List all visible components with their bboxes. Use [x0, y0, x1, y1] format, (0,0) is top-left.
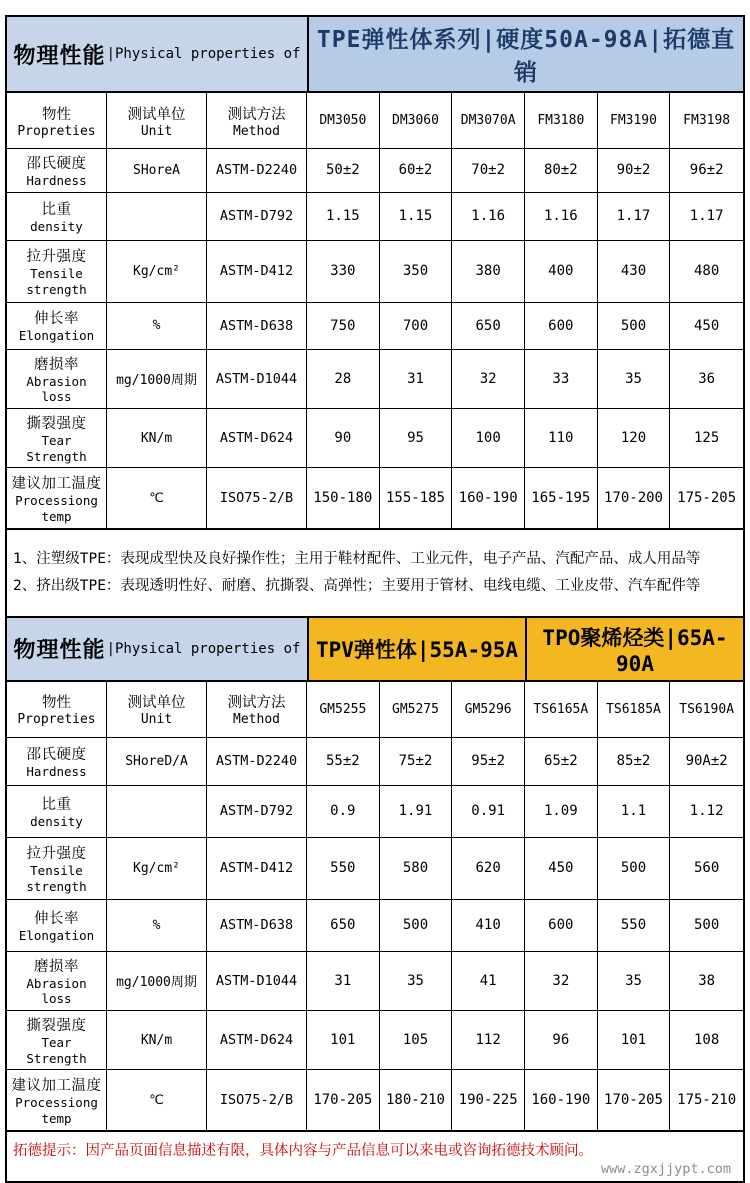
table2-body — [7, 738, 743, 1133]
note-line-1: 1、注塑级TPE：表现成型快及良好操作性；主用于鞋材配件、工业元件，电子产品、汽配产品、成人用品等 — [13, 551, 701, 568]
table-row — [7, 900, 743, 952]
property-cell — [7, 303, 107, 350]
value-cell: 90 — [307, 409, 380, 468]
property-cell — [7, 838, 107, 900]
property-cell — [7, 193, 107, 241]
value-cell: 155-185 — [380, 468, 453, 530]
value-cell: 330 — [307, 241, 380, 303]
table1-title-en: |Physical properties of — [106, 46, 301, 62]
table-row — [7, 1011, 743, 1070]
unit-cell: SHoreA — [107, 149, 207, 193]
footer-tip: 拓德提示：因产品页面信息描述有限，具体内容与产品信息可以来电或咨询拓德技术顾问。 — [13, 1143, 593, 1160]
value-cell: 50±2 — [307, 149, 380, 193]
property-name-zh: 建议加工温度 — [11, 476, 102, 492]
value-cell: 35 — [598, 952, 671, 1011]
product-code: TS6165A — [525, 682, 598, 738]
value-cell: 36 — [670, 350, 743, 409]
property-name-en: Abrasion loss — [26, 975, 87, 1007]
value-cell: 28 — [307, 350, 380, 409]
value-cell: 1.15 — [380, 193, 453, 241]
note-line-2: 2、挤出级TPE：表现透明性好、耐磨、抗撕裂、高弹性；主要用于管材、电线电缆、工业皮带、汽车配件等 — [13, 577, 701, 594]
value-cell: 180-210 — [380, 1070, 453, 1132]
property-cell — [7, 1011, 107, 1070]
value-cell: 65±2 — [525, 738, 598, 786]
property-cell — [7, 241, 107, 303]
value-cell: 41 — [452, 952, 525, 1011]
value-cell: 1.12 — [670, 786, 743, 838]
property-cell — [7, 468, 107, 530]
product-code: FM3180 — [525, 93, 598, 149]
method-cell: ASTM-D624 — [207, 409, 307, 468]
col-header-method — [207, 93, 307, 149]
value-cell: 101 — [307, 1011, 380, 1070]
property-name-en: Tear Strength — [26, 432, 87, 464]
value-cell: 101 — [598, 1011, 671, 1070]
table-row — [7, 193, 743, 241]
value-cell: 650 — [452, 303, 525, 350]
value-cell: 0.91 — [452, 786, 525, 838]
table-row — [7, 786, 743, 838]
value-cell: 190-225 — [452, 1070, 525, 1132]
col-header-property-zh: 物性 — [42, 695, 71, 712]
value-cell: 32 — [525, 952, 598, 1011]
table-row — [7, 149, 743, 193]
value-cell: 31 — [307, 952, 380, 1011]
value-cell: 90A±2 — [670, 738, 743, 786]
unit-cell — [107, 786, 207, 838]
value-cell: 500 — [670, 900, 743, 952]
property-cell — [7, 149, 107, 193]
table-row — [7, 303, 743, 350]
value-cell: 580 — [380, 838, 453, 900]
value-cell: 500 — [598, 838, 671, 900]
col-header-property — [7, 682, 107, 738]
table2-tpv-banner: TPV弹性体|55A-95A — [307, 618, 525, 680]
property-name-zh: 磨损率 — [34, 958, 79, 975]
value-cell: 160-190 — [452, 468, 525, 530]
method-cell: ASTM-D2240 — [207, 149, 307, 193]
value-cell: 400 — [525, 241, 598, 303]
property-name-zh: 磨损率 — [34, 356, 79, 373]
property-name-zh: 伸长率 — [34, 910, 79, 927]
table-row — [7, 468, 743, 530]
method-cell: ASTM-D624 — [207, 1011, 307, 1070]
unit-cell: ℃ — [107, 1070, 207, 1132]
value-cell: 100 — [452, 409, 525, 468]
property-name-en: density — [30, 813, 83, 829]
value-cell: 1.91 — [380, 786, 453, 838]
value-cell: 1.15 — [307, 193, 380, 241]
col-header-method-zh: 测试方法 — [227, 106, 286, 123]
value-cell: 33 — [525, 350, 598, 409]
property-cell — [7, 952, 107, 1011]
table2-column-header-row — [7, 682, 743, 738]
value-cell: 125 — [670, 409, 743, 468]
property-name-en: Hardness — [26, 763, 87, 779]
value-cell: 350 — [380, 241, 453, 303]
value-cell: 75±2 — [380, 738, 453, 786]
property-cell — [7, 1070, 107, 1132]
value-cell: 96±2 — [670, 149, 743, 193]
table1-main-header — [7, 17, 743, 93]
product-code: TS6185A — [598, 682, 671, 738]
property-cell — [7, 409, 107, 468]
col-header-property-en: Propreties — [17, 712, 96, 728]
footer — [7, 1132, 743, 1181]
product-code: FM3198 — [670, 93, 743, 149]
table-row — [7, 350, 743, 409]
method-cell: ASTM-D1044 — [207, 350, 307, 409]
property-name-en: density — [30, 218, 83, 234]
col-header-unit-zh: 测试单位 — [127, 106, 186, 123]
value-cell: 55±2 — [307, 738, 380, 786]
method-cell: ISO75-2/B — [207, 1070, 307, 1132]
col-header-method — [207, 682, 307, 738]
value-cell: 31 — [380, 350, 453, 409]
table2-main-header — [7, 618, 743, 682]
product-code: DM3050 — [307, 93, 380, 149]
method-cell: ASTM-D638 — [207, 303, 307, 350]
product-code: GM5296 — [452, 682, 525, 738]
col-header-unit — [107, 682, 207, 738]
value-cell: 90±2 — [598, 149, 671, 193]
value-cell: 1.1 — [598, 786, 671, 838]
value-cell: 600 — [525, 303, 598, 350]
col-header-method-zh: 测试方法 — [227, 695, 286, 712]
value-cell: 550 — [598, 900, 671, 952]
value-cell: 700 — [380, 303, 453, 350]
unit-cell: SHoreD/A — [107, 738, 207, 786]
spec-sheet — [5, 15, 745, 1183]
table1-title-cell — [7, 17, 307, 91]
unit-cell: Kg/cm² — [107, 241, 207, 303]
value-cell: 1.17 — [670, 193, 743, 241]
table1-column-header-row — [7, 93, 743, 149]
table-row — [7, 1070, 743, 1132]
table-row — [7, 241, 743, 303]
table-row — [7, 952, 743, 1011]
property-name-en: Tensile strength — [26, 266, 87, 297]
value-cell: 170-205 — [307, 1070, 380, 1132]
property-name-zh: 拉升强度 — [26, 846, 87, 863]
property-name-en: Elongation — [18, 328, 95, 344]
table2-title-en: |Physical properties of — [106, 640, 301, 657]
value-cell: 1.09 — [525, 786, 598, 838]
value-cell: 0.9 — [307, 786, 380, 838]
table-row — [7, 838, 743, 900]
site-url: www.zgxjjypt.com — [600, 1161, 731, 1178]
product-code: TS6190A — [670, 682, 743, 738]
method-cell: ASTM-D2240 — [207, 738, 307, 786]
value-cell: 160-190 — [525, 1070, 598, 1132]
value-cell: 165-195 — [525, 468, 598, 530]
col-header-unit-en: Unit — [140, 123, 173, 139]
col-header-property-en: Propreties — [17, 123, 96, 139]
value-cell: 150-180 — [307, 468, 380, 530]
product-code: DM3060 — [380, 93, 453, 149]
property-name-zh: 邵氏硬度 — [26, 746, 87, 763]
value-cell: 80±2 — [525, 149, 598, 193]
table2-title-zh: 物理性能 — [13, 638, 106, 664]
value-cell: 35 — [380, 952, 453, 1011]
value-cell: 450 — [670, 303, 743, 350]
table2-title-cell — [7, 618, 307, 680]
unit-cell: mg/1000周期 — [107, 952, 207, 1011]
value-cell: 430 — [598, 241, 671, 303]
property-name-zh: 比重 — [41, 201, 72, 218]
col-header-property — [7, 93, 107, 149]
unit-cell: % — [107, 900, 207, 952]
value-cell: 500 — [598, 303, 671, 350]
value-cell: 96 — [525, 1011, 598, 1070]
table-row — [7, 409, 743, 468]
value-cell: 1.17 — [598, 193, 671, 241]
table1-title-zh: 物理性能 — [13, 43, 106, 69]
value-cell: 95±2 — [452, 738, 525, 786]
col-header-property-zh: 物性 — [42, 106, 71, 123]
table2-tpo-banner: TPO聚烯烃类|65A-90A — [525, 618, 743, 680]
method-cell: ISO75-2/B — [207, 468, 307, 530]
table1 — [7, 17, 743, 530]
col-header-method-en: Method — [233, 123, 280, 139]
col-header-unit — [107, 93, 207, 149]
property-cell — [7, 900, 107, 952]
property-name-en: Abrasion loss — [26, 373, 87, 405]
property-name-zh: 撕裂强度 — [26, 1018, 87, 1034]
value-cell: 70±2 — [452, 149, 525, 193]
unit-cell: Kg/cm² — [107, 838, 207, 900]
value-cell: 175-205 — [670, 468, 743, 530]
unit-cell: KN/m — [107, 1011, 207, 1070]
value-cell: 600 — [525, 900, 598, 952]
method-cell: ASTM-D412 — [207, 241, 307, 303]
property-name-en: Tear Strength — [26, 1035, 87, 1066]
value-cell: 32 — [452, 350, 525, 409]
product-code: FM3190 — [598, 93, 671, 149]
table1-body — [7, 149, 743, 530]
property-name-en: Processiong temp — [15, 493, 98, 524]
col-header-unit-en: Unit — [140, 712, 173, 728]
value-cell: 38 — [670, 952, 743, 1011]
value-cell: 450 — [525, 838, 598, 900]
notes-section — [7, 530, 743, 618]
property-name-en: Elongation — [18, 927, 95, 943]
property-cell — [7, 786, 107, 838]
property-name-zh: 拉升强度 — [26, 249, 87, 265]
property-name-en: Processiong temp — [15, 1095, 98, 1126]
value-cell: 60±2 — [380, 149, 453, 193]
value-cell: 410 — [452, 900, 525, 952]
unit-cell: KN/m — [107, 409, 207, 468]
method-cell: ASTM-D412 — [207, 838, 307, 900]
property-name-zh: 撕裂强度 — [26, 415, 87, 432]
method-cell: ASTM-D638 — [207, 900, 307, 952]
property-name-en: Tensile strength — [26, 863, 87, 894]
value-cell: 85±2 — [598, 738, 671, 786]
value-cell: 170-200 — [598, 468, 671, 530]
value-cell: 1.16 — [525, 193, 598, 241]
property-name-en: Hardness — [26, 173, 87, 188]
unit-cell — [107, 193, 207, 241]
value-cell: 120 — [598, 409, 671, 468]
value-cell: 1.16 — [452, 193, 525, 241]
value-cell: 95 — [380, 409, 453, 468]
product-code: GM5275 — [380, 682, 453, 738]
method-cell: ASTM-D792 — [207, 193, 307, 241]
value-cell: 110 — [525, 409, 598, 468]
method-cell: ASTM-D1044 — [207, 952, 307, 1011]
value-cell: 560 — [670, 838, 743, 900]
property-cell — [7, 350, 107, 409]
table1-series-banner: TPE弹性体系列|硬度50A-98A|拓德直销 — [307, 17, 743, 91]
value-cell: 500 — [380, 900, 453, 952]
value-cell: 175-210 — [670, 1070, 743, 1132]
value-cell: 35 — [598, 350, 671, 409]
unit-cell: ℃ — [107, 468, 207, 530]
unit-cell: % — [107, 303, 207, 350]
method-cell: ASTM-D792 — [207, 786, 307, 838]
value-cell: 112 — [452, 1011, 525, 1070]
table-row — [7, 738, 743, 786]
product-code: DM3070A — [452, 93, 525, 149]
property-name-zh: 邵氏硬度 — [26, 156, 87, 172]
value-cell: 170-205 — [598, 1070, 671, 1132]
col-header-unit-zh: 测试单位 — [127, 695, 186, 712]
property-name-zh: 比重 — [41, 796, 72, 813]
table2 — [7, 618, 743, 1133]
value-cell: 480 — [670, 241, 743, 303]
value-cell: 550 — [307, 838, 380, 900]
col-header-method-en: Method — [233, 712, 280, 728]
value-cell: 750 — [307, 303, 380, 350]
value-cell: 620 — [452, 838, 525, 900]
value-cell: 105 — [380, 1011, 453, 1070]
value-cell: 650 — [307, 900, 380, 952]
product-code: GM5255 — [307, 682, 380, 738]
unit-cell: mg/1000周期 — [107, 350, 207, 409]
value-cell: 108 — [670, 1011, 743, 1070]
property-cell — [7, 738, 107, 786]
property-name-zh: 建议加工温度 — [11, 1078, 102, 1095]
value-cell: 380 — [452, 241, 525, 303]
property-name-zh: 伸长率 — [34, 311, 79, 328]
